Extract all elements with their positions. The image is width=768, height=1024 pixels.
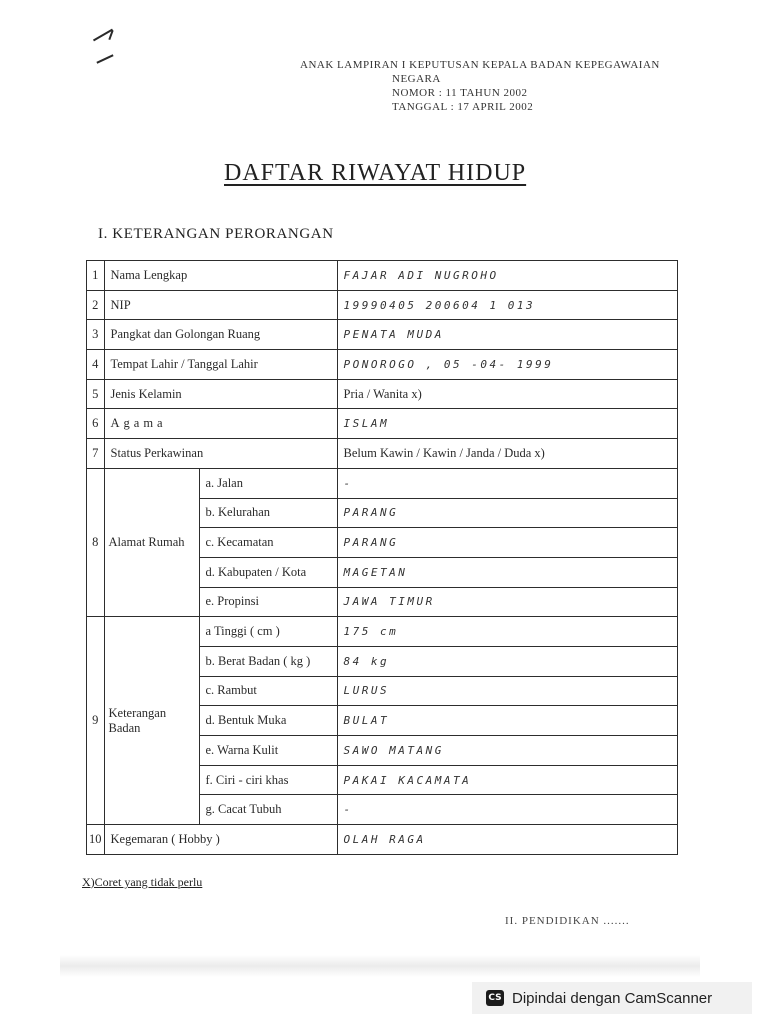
scan-shadow [60, 955, 700, 977]
attachment-header [300, 58, 660, 114]
sub-label: a. Jalan [199, 468, 337, 498]
field-label: Tempat Lahir / Tanggal Lahir [104, 350, 337, 380]
field-label: Kegemaran ( Hobby ) [104, 825, 337, 855]
sub-label: c. Rambut [199, 676, 337, 706]
field-value [337, 825, 678, 855]
sub-label: c. Kecamatan [199, 528, 337, 558]
sub-label: a Tinggi ( cm ) [199, 617, 337, 647]
table-row [87, 350, 678, 380]
personal-info-table [86, 260, 678, 855]
handwritten-value: 19990405 200604 1 013 [343, 298, 536, 312]
header-line-4: TANGGAL : 17 APRIL 2002 [392, 101, 534, 113]
field-value [337, 795, 678, 825]
field-value [337, 528, 678, 558]
row-number: 8 [87, 468, 105, 616]
handwritten-value: BULAT [343, 714, 390, 728]
field-value [337, 468, 678, 498]
handwritten-value: JAWA TIMUR [343, 595, 435, 609]
row-number: 2 [87, 290, 105, 320]
sub-label: b. Berat Badan ( kg ) [199, 646, 337, 676]
table-row [87, 379, 678, 409]
field-label: Agama [104, 409, 337, 439]
field-label: Status Perkawinan [104, 439, 337, 469]
field-label: Jenis Kelamin [104, 379, 337, 409]
document-title: DAFTAR RIWAYAT HIDUP [224, 160, 527, 186]
header-line-3: NOMOR : 11 TAHUN 2002 [392, 87, 528, 99]
handwritten-value: - [343, 803, 353, 817]
field-value [337, 409, 678, 439]
table-row [87, 825, 678, 855]
sub-label: d. Kabupaten / Kota [199, 557, 337, 587]
row-number: 1 [87, 261, 105, 291]
camscanner-watermark [472, 982, 752, 1014]
table-row [87, 409, 678, 439]
header-line-1: ANAK LAMPIRAN I KEPUTUSAN KEPALA BADAN KEPEGAWAIAN [300, 59, 660, 71]
field-value [337, 646, 678, 676]
row-number: 7 [87, 439, 105, 469]
handwritten-value: - [343, 476, 353, 490]
field-value [337, 765, 678, 795]
row-number: 6 [87, 409, 105, 439]
sub-label: d. Bentuk Muka [199, 706, 337, 736]
handwritten-value: FAJAR ADI NUGROHO [343, 268, 499, 282]
sub-label: e. Warna Kulit [199, 736, 337, 766]
field-value [337, 706, 678, 736]
row-number: 9 [87, 617, 105, 825]
field-value [337, 736, 678, 766]
next-section-hint: II. PENDIDIKAN ....... [505, 915, 630, 927]
table-row [87, 320, 678, 350]
field-value [337, 350, 678, 380]
table-row [87, 261, 678, 291]
row-number: 5 [87, 379, 105, 409]
handwritten-value: ISLAM [343, 417, 390, 431]
row-number: 4 [87, 350, 105, 380]
scan-mark [96, 54, 113, 63]
handwritten-value: PARANG [343, 536, 399, 550]
field-label: NIP [104, 290, 337, 320]
field-label: Keterangan Badan [104, 617, 199, 825]
watermark-text: Dipindai dengan CamScanner [512, 989, 713, 1007]
handwritten-value: OLAH RAGA [343, 832, 426, 846]
table-row [87, 290, 678, 320]
handwritten-value: MAGETAN [343, 565, 408, 579]
field-label: Pangkat dan Golongan Ruang [104, 320, 337, 350]
table-row [87, 617, 678, 647]
handwritten-value: PARANG [343, 506, 399, 520]
field-value: Belum Kawin / Kawin / Janda / Duda x) [337, 439, 678, 469]
handwritten-value: PAKAI KACAMATA [343, 773, 472, 787]
field-label: Nama Lengkap [104, 261, 337, 291]
table-row [87, 468, 678, 498]
handwritten-value: 175 cm [343, 625, 399, 639]
handwritten-value: PENATA MUDA [343, 328, 444, 342]
handwritten-value: PONOROGO , 05 -04- 1999 [343, 357, 554, 371]
sub-label: b. Kelurahan [199, 498, 337, 528]
table-row [87, 439, 678, 469]
row-number: 3 [87, 320, 105, 350]
field-label: Alamat Rumah [104, 468, 199, 616]
section-heading: I. KETERANGAN PERORANGAN [98, 226, 334, 242]
sub-label: e. Propinsi [199, 587, 337, 617]
field-value [337, 261, 678, 291]
field-value [337, 557, 678, 587]
footnote: X)Coret yang tidak perlu [82, 875, 203, 889]
field-value [337, 587, 678, 617]
header-line-2: NEGARA [392, 73, 441, 85]
field-value [337, 676, 678, 706]
field-value: Pria / Wanita x) [337, 379, 678, 409]
handwritten-value: LURUS [343, 684, 390, 698]
field-value [337, 498, 678, 528]
handwritten-value: 84 kg [343, 654, 390, 668]
sub-label: f. Ciri - ciri khas [199, 765, 337, 795]
sub-label: g. Cacat Tubuh [199, 795, 337, 825]
field-value [337, 617, 678, 647]
camscanner-logo-icon: CS [486, 990, 504, 1006]
handwritten-value: SAWO MATANG [343, 743, 444, 757]
row-number: 10 [87, 825, 105, 855]
field-value [337, 320, 678, 350]
field-value [337, 290, 678, 320]
